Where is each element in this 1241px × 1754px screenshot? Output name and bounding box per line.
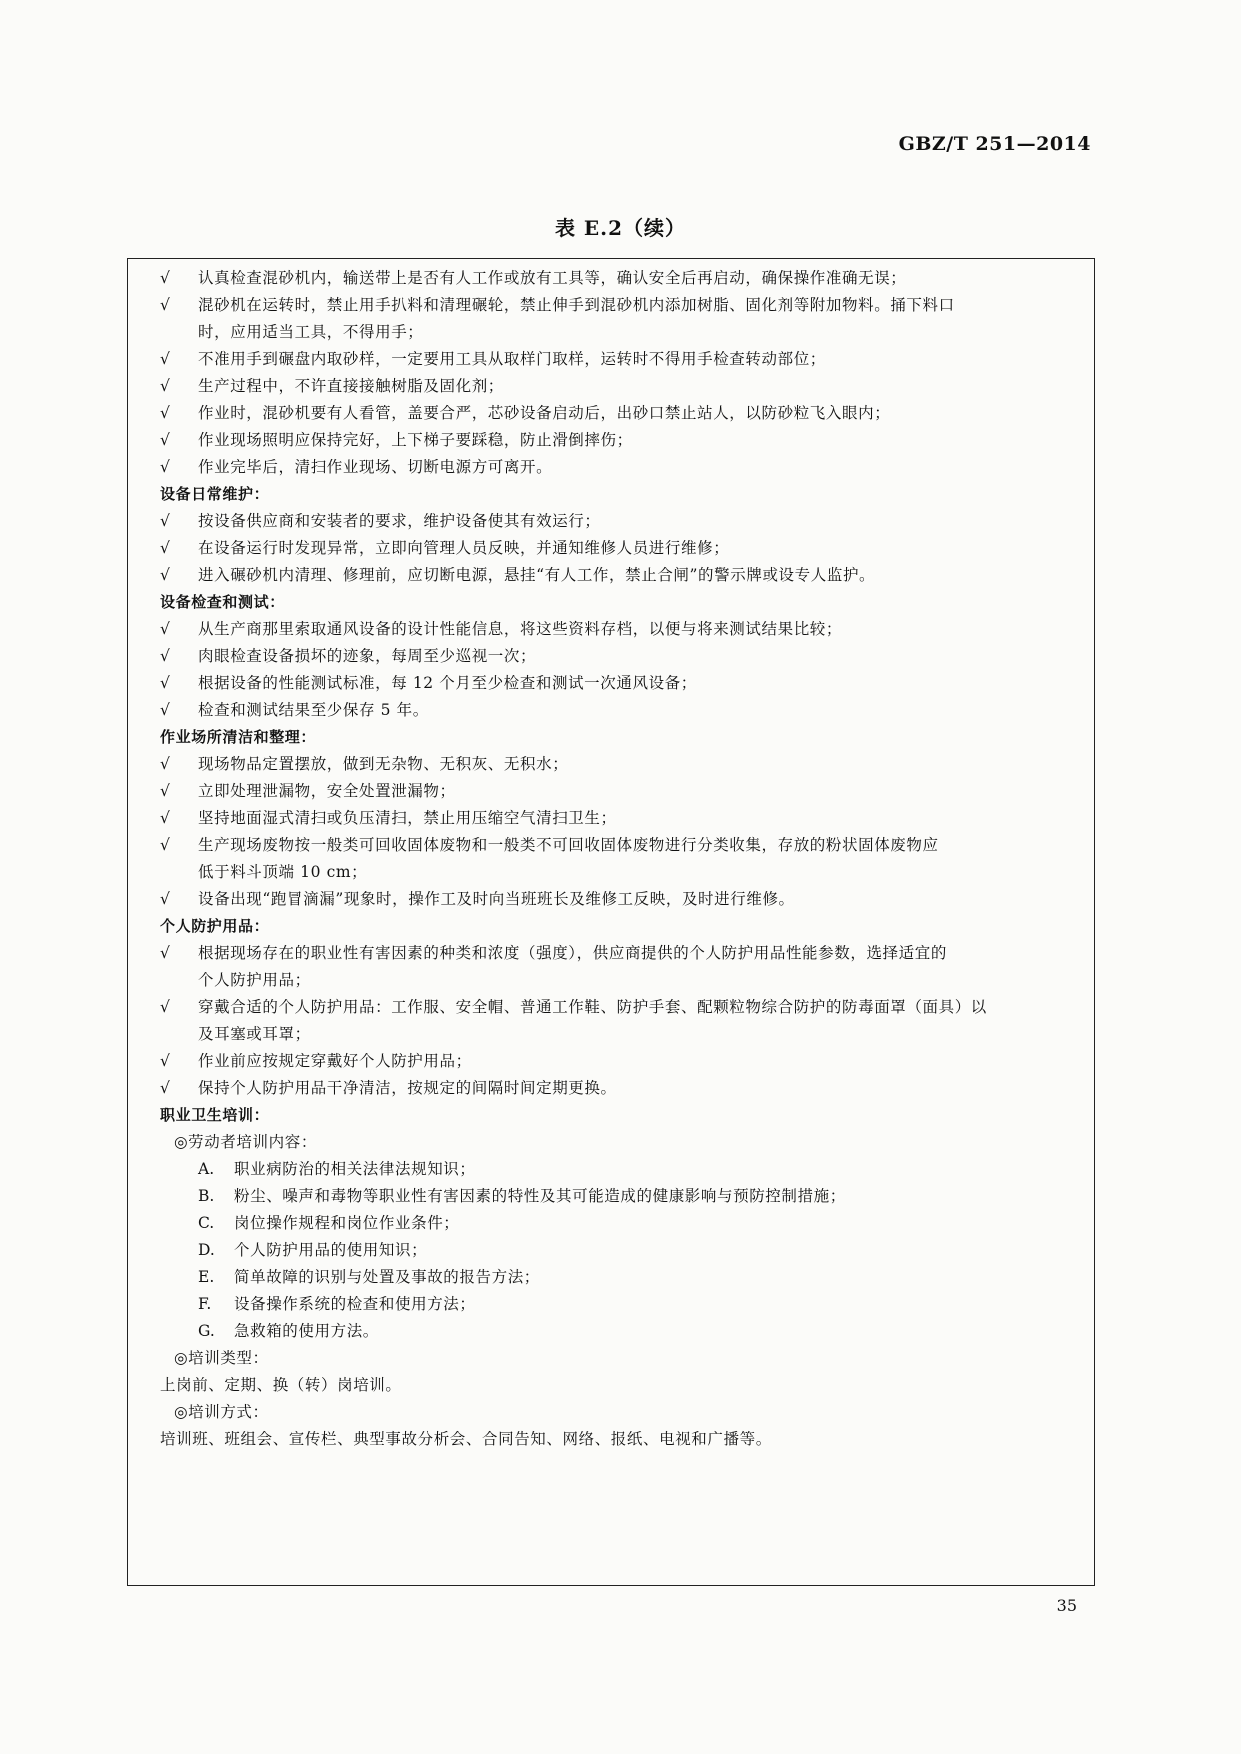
check-mark-icon: √ — [160, 269, 170, 287]
check-mark-icon: √ — [160, 620, 170, 638]
checklist-item-line: 保持个人防护用品干净清洁，按规定的间隔时间定期更换。 — [198, 1079, 617, 1097]
checklist-item-line: 按设备供应商和安装者的要求，维护设备使其有效运行； — [198, 512, 601, 530]
checklist-item-line: 生产现场废物按一般类可回收固体废物和一般类不可回收固体废物进行分类收集，存放的粉状固体废物应 — [198, 836, 939, 854]
training-item-text: 设备操作系统的检查和使用方法； — [234, 1295, 476, 1313]
checklist-item — [160, 1048, 1070, 1075]
checklist-item-line: 根据现场存在的职业性有害因素的种类和浓度（强度），供应商提供的个人防护用品性能参数，选择适宜的 — [198, 944, 947, 962]
training-content-item — [160, 1156, 1070, 1183]
checklist-item-line: 不准用手到碾盘内取砂样，一定要用工具从取样门取样，运转时不得用手检查转动部位； — [198, 350, 826, 368]
table-content — [128, 265, 1070, 1453]
checklist-item-line: 时，应用适当工具，不得用手； — [198, 323, 424, 341]
training-content-item — [160, 1264, 1070, 1291]
checklist-item-text — [198, 670, 1070, 697]
checklist-item-text — [198, 535, 1070, 562]
training-method-heading: ◎培训方式： — [174, 1403, 269, 1421]
training-content-item — [160, 1210, 1070, 1237]
training-item-text: 职业病防治的相关法律法规知识； — [234, 1160, 476, 1178]
training-method-text: 培训班、班组会、宣传栏、典型事故分析会、合同告知、网络、报纸、电视和广播等。 — [160, 1430, 772, 1448]
check-mark-icon: √ — [160, 836, 170, 854]
training-item-text: 简单故障的识别与处置及事故的报告方法； — [234, 1268, 540, 1286]
checklist-item — [160, 346, 1070, 373]
checklist-item-text — [198, 616, 1070, 643]
checklist-item-line: 作业现场照明应保持完好，上下梯子要踩稳，防止滑倒摔伤； — [198, 431, 633, 449]
checklist-item — [160, 562, 1070, 589]
check-mark-icon: √ — [160, 701, 170, 719]
checklist-item-line: 根据设备的性能测试标准，每 12 个月至少检查和测试一次通风设备； — [198, 674, 697, 692]
checklist-item — [160, 670, 1070, 697]
checklist-item-text — [198, 400, 1070, 427]
check-mark-icon: √ — [160, 1052, 170, 1070]
checklist-item-text — [198, 886, 1070, 913]
section-heading: 作业场所清洁和整理： — [160, 728, 317, 746]
checklist-item — [160, 805, 1070, 832]
check-mark-icon: √ — [160, 539, 170, 557]
training-item-text: 急救箱的使用方法。 — [234, 1322, 379, 1340]
checklist-item — [160, 427, 1070, 454]
checklist-item-line: 肉眼检查设备损坏的迹象，每周至少巡视一次； — [198, 647, 537, 665]
checklist-item-text — [198, 940, 1070, 994]
check-mark-icon: √ — [160, 647, 170, 665]
checklist-item — [160, 292, 1070, 346]
check-mark-icon: √ — [160, 512, 170, 530]
checklist-item-line: 检查和测试结果至少保存 5 年。 — [198, 701, 429, 719]
checklist-item-text — [198, 832, 1070, 886]
checklist-item-text — [198, 697, 1070, 724]
checklist-item-line: 作业时，混砂机要有人看管，盖要合严，芯砂设备启动后，出砂口禁止站人，以防砂粒飞入眼内； — [198, 404, 891, 422]
check-mark-icon: √ — [160, 458, 170, 476]
training-item-letter: C. — [198, 1214, 215, 1232]
check-mark-icon: √ — [160, 566, 170, 584]
checklist-item — [160, 454, 1070, 481]
checklist-item-line: 作业完毕后，清扫作业现场、切断电源方可离开。 — [198, 458, 553, 476]
check-mark-icon: √ — [160, 809, 170, 827]
checklist-item-line: 及耳塞或耳罩； — [198, 1025, 311, 1043]
section-heading: 设备日常维护： — [160, 485, 270, 503]
checklist-item — [160, 643, 1070, 670]
training-item-letter: B. — [198, 1187, 215, 1205]
checklist-item-line: 混砂机在运转时，禁止用手扒料和清理碾轮，禁止伸手到混砂机内添加树脂、固化剂等附加物料。捅下料口 — [198, 296, 955, 314]
checklist-item-line: 立即处理泄漏物，安全处置泄漏物； — [198, 782, 456, 800]
checklist-item — [160, 508, 1070, 535]
check-mark-icon: √ — [160, 944, 170, 962]
training-content-heading: ◎劳动者培训内容： — [174, 1133, 317, 1151]
checklist-item-line: 穿戴合适的个人防护用品：工作服、安全帽、普通工作鞋、防护手套、配颗粒物综合防护的防毒面罩（面具）以 — [198, 998, 987, 1016]
checklist-item — [160, 1075, 1070, 1102]
checklist-item-line: 坚持地面湿式清扫或负压清扫，禁止用压缩空气清扫卫生； — [198, 809, 617, 827]
check-mark-icon: √ — [160, 998, 170, 1016]
training-item-letter: E. — [198, 1268, 215, 1286]
checklist-item-text — [198, 643, 1070, 670]
page-number: 35 — [1056, 1596, 1077, 1615]
checklist-item-text — [198, 373, 1070, 400]
checklist-item-line: 低于料斗顶端 10 cm； — [198, 863, 368, 881]
check-mark-icon: √ — [160, 674, 170, 692]
training-item-text: 粉尘、噪声和毒物等职业性有害因素的特性及其可能造成的健康影响与预防控制措施； — [234, 1187, 846, 1205]
checklist-item — [160, 697, 1070, 724]
check-mark-icon: √ — [160, 377, 170, 395]
checklist-item — [160, 751, 1070, 778]
checklist-item — [160, 265, 1070, 292]
checklist-item-text — [198, 292, 1070, 346]
training-content-item — [160, 1237, 1070, 1264]
checklist-item-text — [198, 1048, 1070, 1075]
checklist-item-line: 在设备运行时发现异常，立即向管理人员反映，并通知维修人员进行维修； — [198, 539, 730, 557]
check-mark-icon: √ — [160, 431, 170, 449]
training-heading: 职业卫生培训： — [160, 1106, 270, 1124]
check-mark-icon: √ — [160, 296, 170, 314]
checklist-item — [160, 994, 1070, 1048]
checklist-item-line: 从生产商那里索取通风设备的设计性能信息，将这些资料存档，以便与将来测试结果比较； — [198, 620, 843, 638]
checklist-item-line: 进入碾砂机内清理、修理前，应切断电源，悬挂“有人工作，禁止合闸”的警示牌或设专人监护。 — [198, 566, 876, 584]
checklist-item-line: 个人防护用品； — [198, 971, 311, 989]
check-mark-icon: √ — [160, 350, 170, 368]
training-content-item — [160, 1291, 1070, 1318]
check-mark-icon: √ — [160, 1079, 170, 1097]
training-item-letter: G. — [198, 1322, 215, 1340]
checklist-item-text — [198, 346, 1070, 373]
checklist-item-line: 认真检查混砂机内，输送带上是否有人工作或放有工具等，确认安全后再启动，确保操作准确无误； — [198, 269, 907, 287]
checklist-item-line: 作业前应按规定穿戴好个人防护用品； — [198, 1052, 472, 1070]
checklist-item — [160, 886, 1070, 913]
table-frame — [127, 258, 1095, 1586]
checklist-item-text — [198, 454, 1070, 481]
checklist-item-text — [198, 994, 1070, 1048]
checklist-item — [160, 616, 1070, 643]
training-type-text: 上岗前、定期、换（转）岗培训。 — [160, 1376, 402, 1394]
check-mark-icon: √ — [160, 782, 170, 800]
section-heading: 个人防护用品： — [160, 917, 270, 935]
checklist-item — [160, 940, 1070, 994]
training-content-item — [160, 1318, 1070, 1345]
training-item-text: 个人防护用品的使用知识； — [234, 1241, 428, 1259]
check-mark-icon: √ — [160, 890, 170, 908]
training-item-text: 岗位操作规程和岗位作业条件； — [234, 1214, 460, 1232]
checklist-item-line: 设备出现“跑冒滴漏”现象时，操作工及时向当班班长及维修工反映，及时进行维修。 — [198, 890, 795, 908]
checklist-item — [160, 535, 1070, 562]
checklist-item — [160, 778, 1070, 805]
training-type-heading: ◎培训类型： — [174, 1349, 269, 1367]
training-content-item — [160, 1183, 1070, 1210]
checklist-item — [160, 400, 1070, 427]
checklist-item — [160, 373, 1070, 400]
standard-number: GBZ/T 251—2014 — [898, 133, 1091, 155]
checklist-item-text — [198, 508, 1070, 535]
check-mark-icon: √ — [160, 404, 170, 422]
checklist-item-text — [198, 751, 1070, 778]
checklist-item-text — [198, 427, 1070, 454]
training-item-letter: D. — [198, 1241, 215, 1259]
checklist-item-text — [198, 805, 1070, 832]
checklist-item — [160, 832, 1070, 886]
checklist-item-text — [198, 778, 1070, 805]
check-mark-icon: √ — [160, 755, 170, 773]
checklist-item-line: 生产过程中，不许直接接触树脂及固化剂； — [198, 377, 504, 395]
table-caption: 表 E.2（续） — [554, 216, 687, 240]
checklist-item-text — [198, 1075, 1070, 1102]
checklist-item-text — [198, 265, 1070, 292]
section-heading: 设备检查和测试： — [160, 593, 285, 611]
training-item-letter: A. — [198, 1160, 215, 1178]
checklist-item-text — [198, 562, 1070, 589]
checklist-item-line: 现场物品定置摆放，做到无杂物、无积灰、无积水； — [198, 755, 569, 773]
training-item-letter: F. — [198, 1295, 212, 1313]
